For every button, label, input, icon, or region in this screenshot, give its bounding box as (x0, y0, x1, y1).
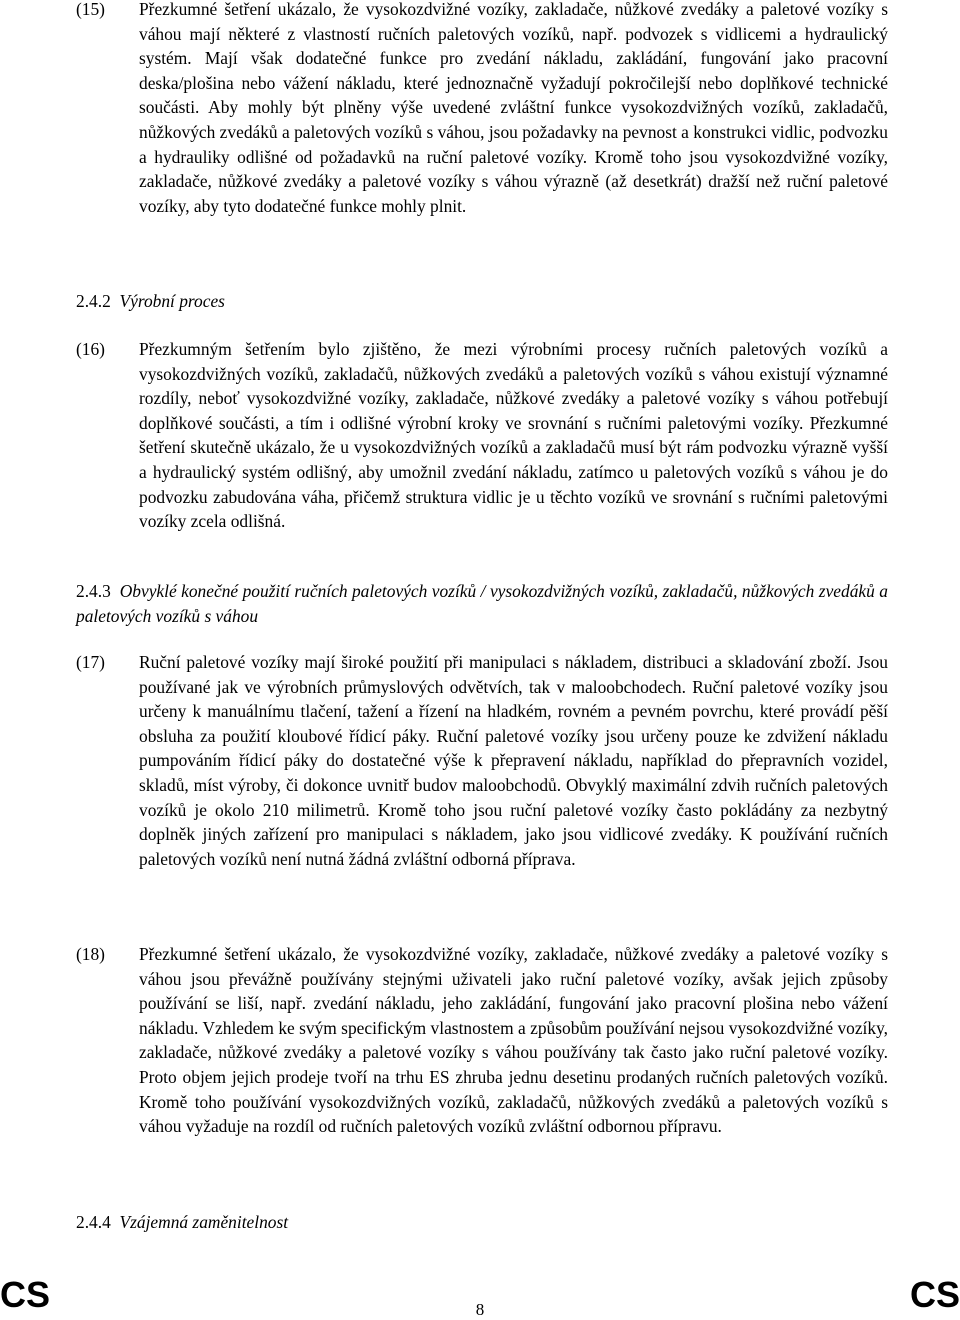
section-heading-2-4-3 (76, 579, 888, 628)
paragraph-text: Ruční paletové vozíky mají široké použití při manipulaci s nákladem, distribuci a skladování zboží. Jsou používané jak ve výrobních průmyslových odvětvích, tak v maloobchodech. Ruční paletové vozíky jsou určeny k manuálnímu tlačení, tažení a řízení na hladkém, rovném a pevném povrchu, které provádí pěší obsluha za použití kloubové řídicí páky. Ruční paletové vozíky jsou určeny pouze ke zdvižení nákladu pumpováním řídicí páky do dostatečné výše k přepravení nákladu, například do přepravních vozidel, skladů, míst výroby, či dokonce uvnitř budov maloobchodů. Obvyklý maximální zdvih ručních paletových vozíků je okolo 210 milimetrů. Kromě toho jsou ruční paletové vozíky často pokládány za nezbytný doplněk jiných zařízení pro manipulaci s nákladem, jako jsou vidlicové zvedáky. K používání ručních paletových vozíků není nutná žádná zvláštní odborná příprava. (139, 652, 888, 869)
paragraph-number: (17) (76, 652, 105, 672)
paragraph-text: Přezkumné šetření ukázalo, že vysokozdvižné vozíky, zakladače, nůžkové zvedáky a paletové vozíky s váhou mají některé z vlastností ručních paletových vozíků, např. podvozek s vidlicemi a hydraulický systém. Mají však dodatečné funkce pro zvedání nákladu, zakládání, fungování jako pracovní deska/plošina nebo vážení nákladu, které jednoznačně vyžadují pokročilejší nebo doplňkové technické součásti. Aby mohly být plněny výše uvedené zvláštní funkce vysokozdvižných vozíků, zakladačů, nůžkových zvedáků a paletových vozíků s váhou, jsou požadavky na pevnost a konstrukci vidlic, podvozku a hydrauliky odlišné od požadavků na ruční paletové vozíky. Kromě toho jsou vysokozdvižné vozíky, zakladače, nůžkové zvedáky a paletové vozíky s váhou výrazně (až desetkrát) dražší než ruční paletové vozíky, aby tyto dodatečné funkce mohly plnit. (139, 0, 888, 216)
footer-language-code-left: CS (0, 1274, 51, 1315)
paragraph-18 (76, 942, 888, 1139)
paragraph-number: (16) (76, 339, 105, 359)
heading-number: 2.4.4 (76, 1212, 116, 1232)
paragraph-number: (18) (76, 944, 105, 964)
heading-title: Obvyklé konečné použití ručních paletových vozíků / vysokozdvižných vozíků, zakladačů, nůžkových zvedáků a paletových vozíků s váhou (76, 581, 888, 626)
heading-title: Vzájemná zaměnitelnost (119, 1212, 289, 1232)
paragraph-text: Přezkumné šetření ukázalo, že vysokozdvižné vozíky, zakladače, nůžkové zvedáky a paletové vozíky s váhou jsou převážně používány stejnými uživateli jako ruční paletové vozíky, avšak jejich způsoby používání se liší, např. zvedání nákladu, jeho zakládání, fungování jako pracovní plošina nebo vážení nákladu. Vzhledem ke svým specifickým vlastnostem a způsobům používání nejsou vysokozdvižné vozíky, zakladače, nůžkové zvedáky a paletové vozíky s váhou používány tak často jako ruční paletové vozíky. Proto objem jejich prodeje tvoří na trhu ES zhruba jednu desetinu prodaných ručních paletových vozíků. Kromě toho používání vysokozdvižných vozíků, zakladačů, nůžkových zvedáků a paletových vozíků s váhou vyžaduje na rozdíl od ručních paletových vozíků zvláštní odbornou přípravu. (139, 944, 888, 1137)
paragraph-16 (76, 337, 888, 534)
paragraph-number: (15) (76, 0, 105, 19)
footer-language-code-right: CS (909, 1274, 960, 1315)
page-number: 8 (475, 1300, 485, 1319)
paragraph-15 (76, 0, 888, 218)
heading-number: 2.4.2 (76, 291, 116, 311)
section-heading-2-4-2 (76, 289, 888, 314)
paragraph-text: Přezkumným šetřením bylo zjištěno, že mezi výrobními procesy ručních paletových vozíků a vysokozdvižných vozíků, zakladačů, nůžkových zvedáků a paletových vozíků s váhou existují významné rozdíly, neboť vysokozdvižné vozíky, zakladače, nůžkové zvedáky a paletové vozíky s váhou potřebují doplňkové součásti, a tím i odlišné výrobní kroky ve srovnání s ručními paletovými vozíky. Přezkumné šetření skutečně ukázalo, že u vysokozdvižných vozíků a zakladačů musí být rám podvozku výrazně vyšší a hydraulický systém odlišný, aby umožnil zvedání nákladu, zatímco u paletových vozíků s váhou je do podvozku zabudována váha, přičemž struktura vidlic je u těchto vozíků ve srovnání s ručními paletovými vozíky zcela odlišná. (139, 339, 888, 532)
heading-number: 2.4.3 (76, 581, 116, 601)
heading-title: Výrobní proces (119, 291, 225, 311)
paragraph-17 (76, 650, 888, 871)
section-heading-2-4-4 (76, 1210, 888, 1235)
